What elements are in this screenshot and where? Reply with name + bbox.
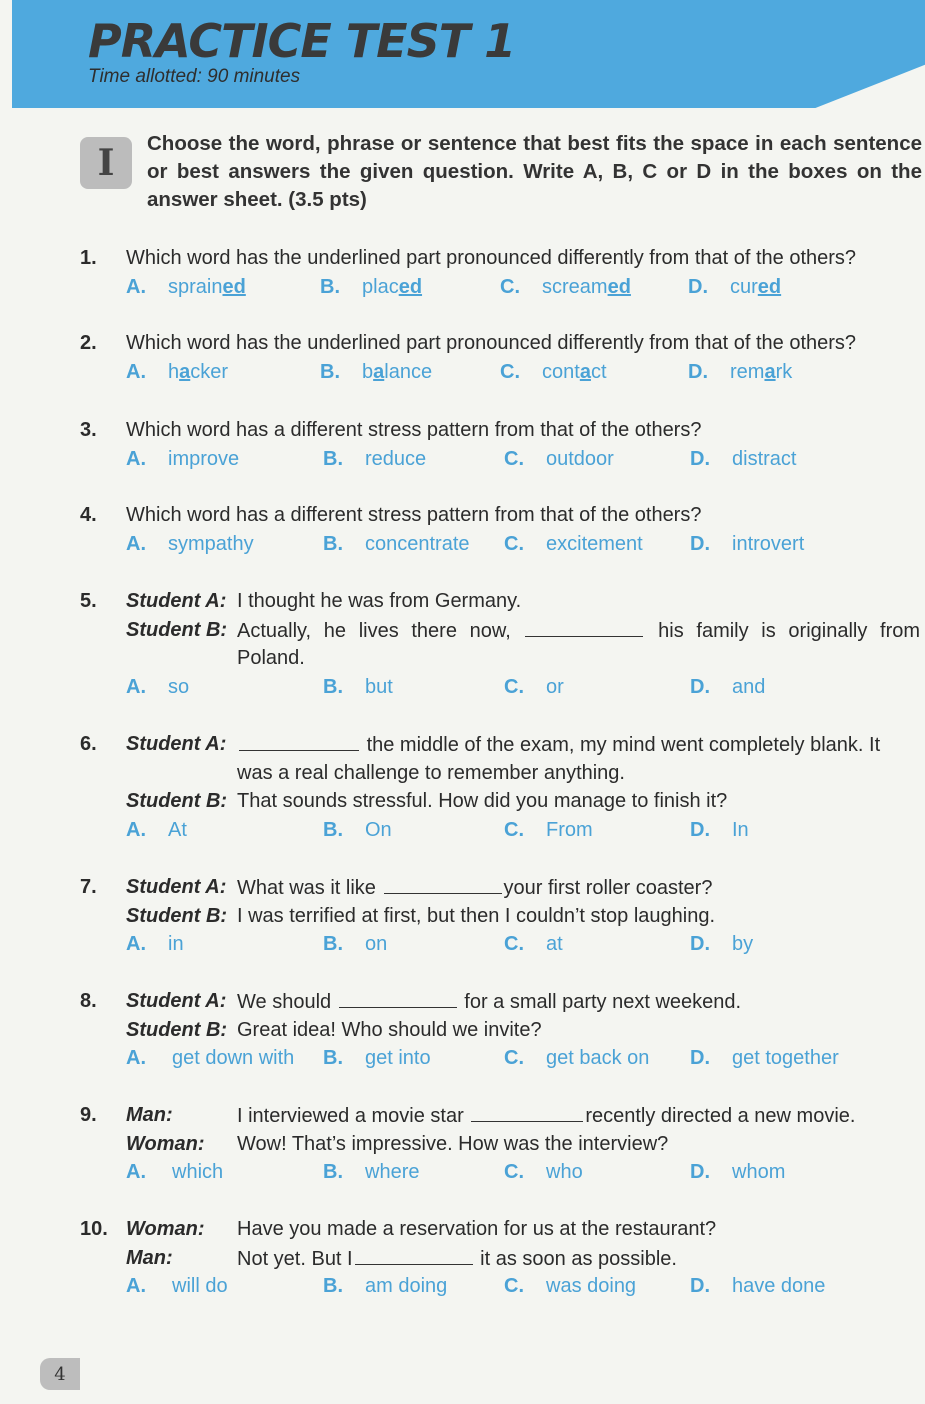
option-c[interactable]: C. or bbox=[504, 675, 564, 698]
answer-blank bbox=[355, 1244, 473, 1265]
option-c[interactable]: C. outdoor bbox=[504, 447, 614, 470]
option-d[interactable]: D. cured bbox=[688, 275, 782, 298]
option-b[interactable]: B. balance bbox=[320, 360, 433, 383]
question-2 bbox=[80, 329, 925, 386]
option-a[interactable]: A. which bbox=[126, 1161, 224, 1183]
page-title: PRACTICE TEST 1 bbox=[88, 14, 516, 68]
speaker-a: Student A: bbox=[126, 733, 227, 755]
dialogue-line: Great idea! Who should we invite? bbox=[237, 1018, 542, 1041]
question-number: 9. bbox=[80, 1104, 97, 1126]
option-d[interactable]: D. and bbox=[690, 675, 766, 698]
question-10 bbox=[80, 1215, 925, 1301]
option-b[interactable]: B. but bbox=[323, 675, 393, 698]
question-3 bbox=[80, 416, 925, 473]
option-d[interactable]: D. In bbox=[690, 818, 749, 841]
option-b[interactable]: B. on bbox=[323, 933, 388, 955]
page-number: 4 bbox=[40, 1358, 80, 1390]
section-number-badge: I bbox=[80, 137, 132, 189]
option-b[interactable]: B. concentrate bbox=[323, 532, 470, 555]
question-number: 3. bbox=[80, 419, 97, 441]
option-b[interactable]: B. am doing bbox=[323, 1275, 448, 1297]
option-c[interactable]: C. screamed bbox=[500, 275, 631, 298]
dialogue-line: We should for a small party next weekend. bbox=[237, 987, 741, 1017]
option-b[interactable]: B. get into bbox=[323, 1047, 431, 1069]
question-text: Which word has the underlined part pronounced differently from that of the others? bbox=[126, 332, 857, 354]
option-c[interactable]: C. excitement bbox=[504, 532, 643, 555]
speaker-b: Woman: bbox=[126, 1132, 205, 1155]
question-number: 7. bbox=[80, 876, 97, 898]
question-number: 10. bbox=[80, 1218, 108, 1240]
option-d[interactable]: D. remark bbox=[688, 360, 793, 383]
option-a[interactable]: A. in bbox=[126, 933, 184, 955]
answer-blank bbox=[384, 873, 502, 894]
speaker-a: Man: bbox=[126, 1104, 173, 1126]
option-d[interactable]: D. distract bbox=[690, 447, 797, 470]
speaker-b: Student B: bbox=[126, 904, 228, 927]
question-8 bbox=[80, 987, 925, 1073]
dialogue-line: Actually, he lives there now, his family is originally from bbox=[237, 616, 920, 646]
option-c[interactable]: C. contact bbox=[500, 360, 607, 383]
option-a[interactable]: A. hacker bbox=[126, 360, 229, 383]
speaker-b: Student B: bbox=[126, 790, 228, 812]
speaker-a: Student A: bbox=[126, 876, 227, 898]
question-4 bbox=[80, 501, 925, 558]
option-b[interactable]: B. where bbox=[323, 1161, 420, 1183]
question-number: 4. bbox=[80, 504, 97, 526]
option-c[interactable]: C. at bbox=[504, 933, 563, 955]
dialogue-line: I thought he was from Germany. bbox=[237, 590, 522, 612]
option-a[interactable]: A. sympathy bbox=[126, 532, 254, 555]
option-a[interactable]: A. At bbox=[126, 818, 187, 841]
option-d[interactable]: D. whom bbox=[690, 1161, 786, 1183]
speaker-a: Woman: bbox=[126, 1218, 205, 1240]
option-a[interactable]: A. will do bbox=[126, 1275, 228, 1297]
option-b[interactable]: B. placed bbox=[320, 275, 423, 298]
question-number: 6. bbox=[80, 733, 97, 755]
question-number: 8. bbox=[80, 990, 97, 1012]
option-a[interactable]: A. get down with bbox=[126, 1047, 295, 1069]
answer-blank bbox=[239, 730, 359, 751]
option-c[interactable]: C. who bbox=[504, 1161, 583, 1183]
speaker-b: Student B: bbox=[126, 618, 228, 641]
option-a[interactable]: A. sprained bbox=[126, 275, 246, 298]
option-d[interactable]: D. get together bbox=[690, 1047, 839, 1069]
question-text: Which word has a different stress pattern from that of the others? bbox=[126, 419, 702, 441]
dialogue-line: Not yet. But I it as soon as possible. bbox=[237, 1244, 677, 1274]
dialogue-line: Wow! That’s impressive. How was the interview? bbox=[237, 1132, 669, 1155]
dialogue-line: What was it like your first roller coaster? bbox=[237, 873, 712, 903]
question-text: Which word has the underlined part pronounced differently from that of the others? bbox=[126, 247, 857, 269]
answer-blank bbox=[525, 616, 643, 637]
option-d[interactable]: D. by bbox=[690, 933, 754, 955]
option-c[interactable]: C. get back on bbox=[504, 1047, 650, 1069]
option-d[interactable]: D. have done bbox=[690, 1275, 826, 1297]
dialogue-line: was a real challenge to remember anything. bbox=[237, 761, 625, 784]
question-number: 5. bbox=[80, 590, 97, 612]
question-5 bbox=[80, 587, 925, 701]
option-b[interactable]: B. On bbox=[323, 818, 392, 841]
option-b[interactable]: B. reduce bbox=[323, 447, 427, 470]
option-a[interactable]: A. so bbox=[126, 675, 190, 698]
section-instructions: Choose the word, phrase or sentence that best fits the space in each sentence or best answers the given question. Write A, B, C or D in the boxes on the answer sheet. (3.5 pts) bbox=[147, 132, 922, 211]
question-7 bbox=[80, 873, 925, 959]
option-d[interactable]: D. introvert bbox=[690, 532, 805, 555]
option-a[interactable]: A. improve bbox=[126, 447, 240, 470]
speaker-b: Student B: bbox=[126, 1018, 228, 1041]
dialogue-line: I interviewed a movie star recently directed a new movie. bbox=[237, 1101, 855, 1131]
dialogue-line: I was terrified at first, but then I couldn’t stop laughing. bbox=[237, 904, 716, 927]
speaker-b: Man: bbox=[126, 1246, 173, 1269]
speaker-a: Student A: bbox=[126, 590, 227, 612]
dialogue-line: That sounds stressful. How did you manage to finish it? bbox=[237, 790, 728, 812]
question-6 bbox=[80, 730, 925, 844]
time-allotted: Time allotted: 90 minutes bbox=[88, 66, 301, 87]
dialogue-line: Poland. bbox=[237, 647, 305, 669]
question-text: Which word has a different stress pattern from that of the others? bbox=[126, 504, 702, 526]
question-number: 1. bbox=[80, 247, 97, 269]
question-9 bbox=[80, 1101, 925, 1187]
dialogue-line: Have you made a reservation for us at the restaurant? bbox=[237, 1218, 717, 1240]
option-c[interactable]: C. was doing bbox=[504, 1275, 637, 1297]
speaker-a: Student A: bbox=[126, 990, 227, 1012]
answer-blank bbox=[471, 1101, 583, 1122]
option-c[interactable]: C. From bbox=[504, 818, 593, 841]
question-number: 2. bbox=[80, 332, 97, 354]
question-1 bbox=[80, 244, 925, 301]
dialogue-line: the middle of the exam, my mind went completely blank. It bbox=[237, 730, 880, 760]
answer-blank bbox=[339, 987, 457, 1008]
